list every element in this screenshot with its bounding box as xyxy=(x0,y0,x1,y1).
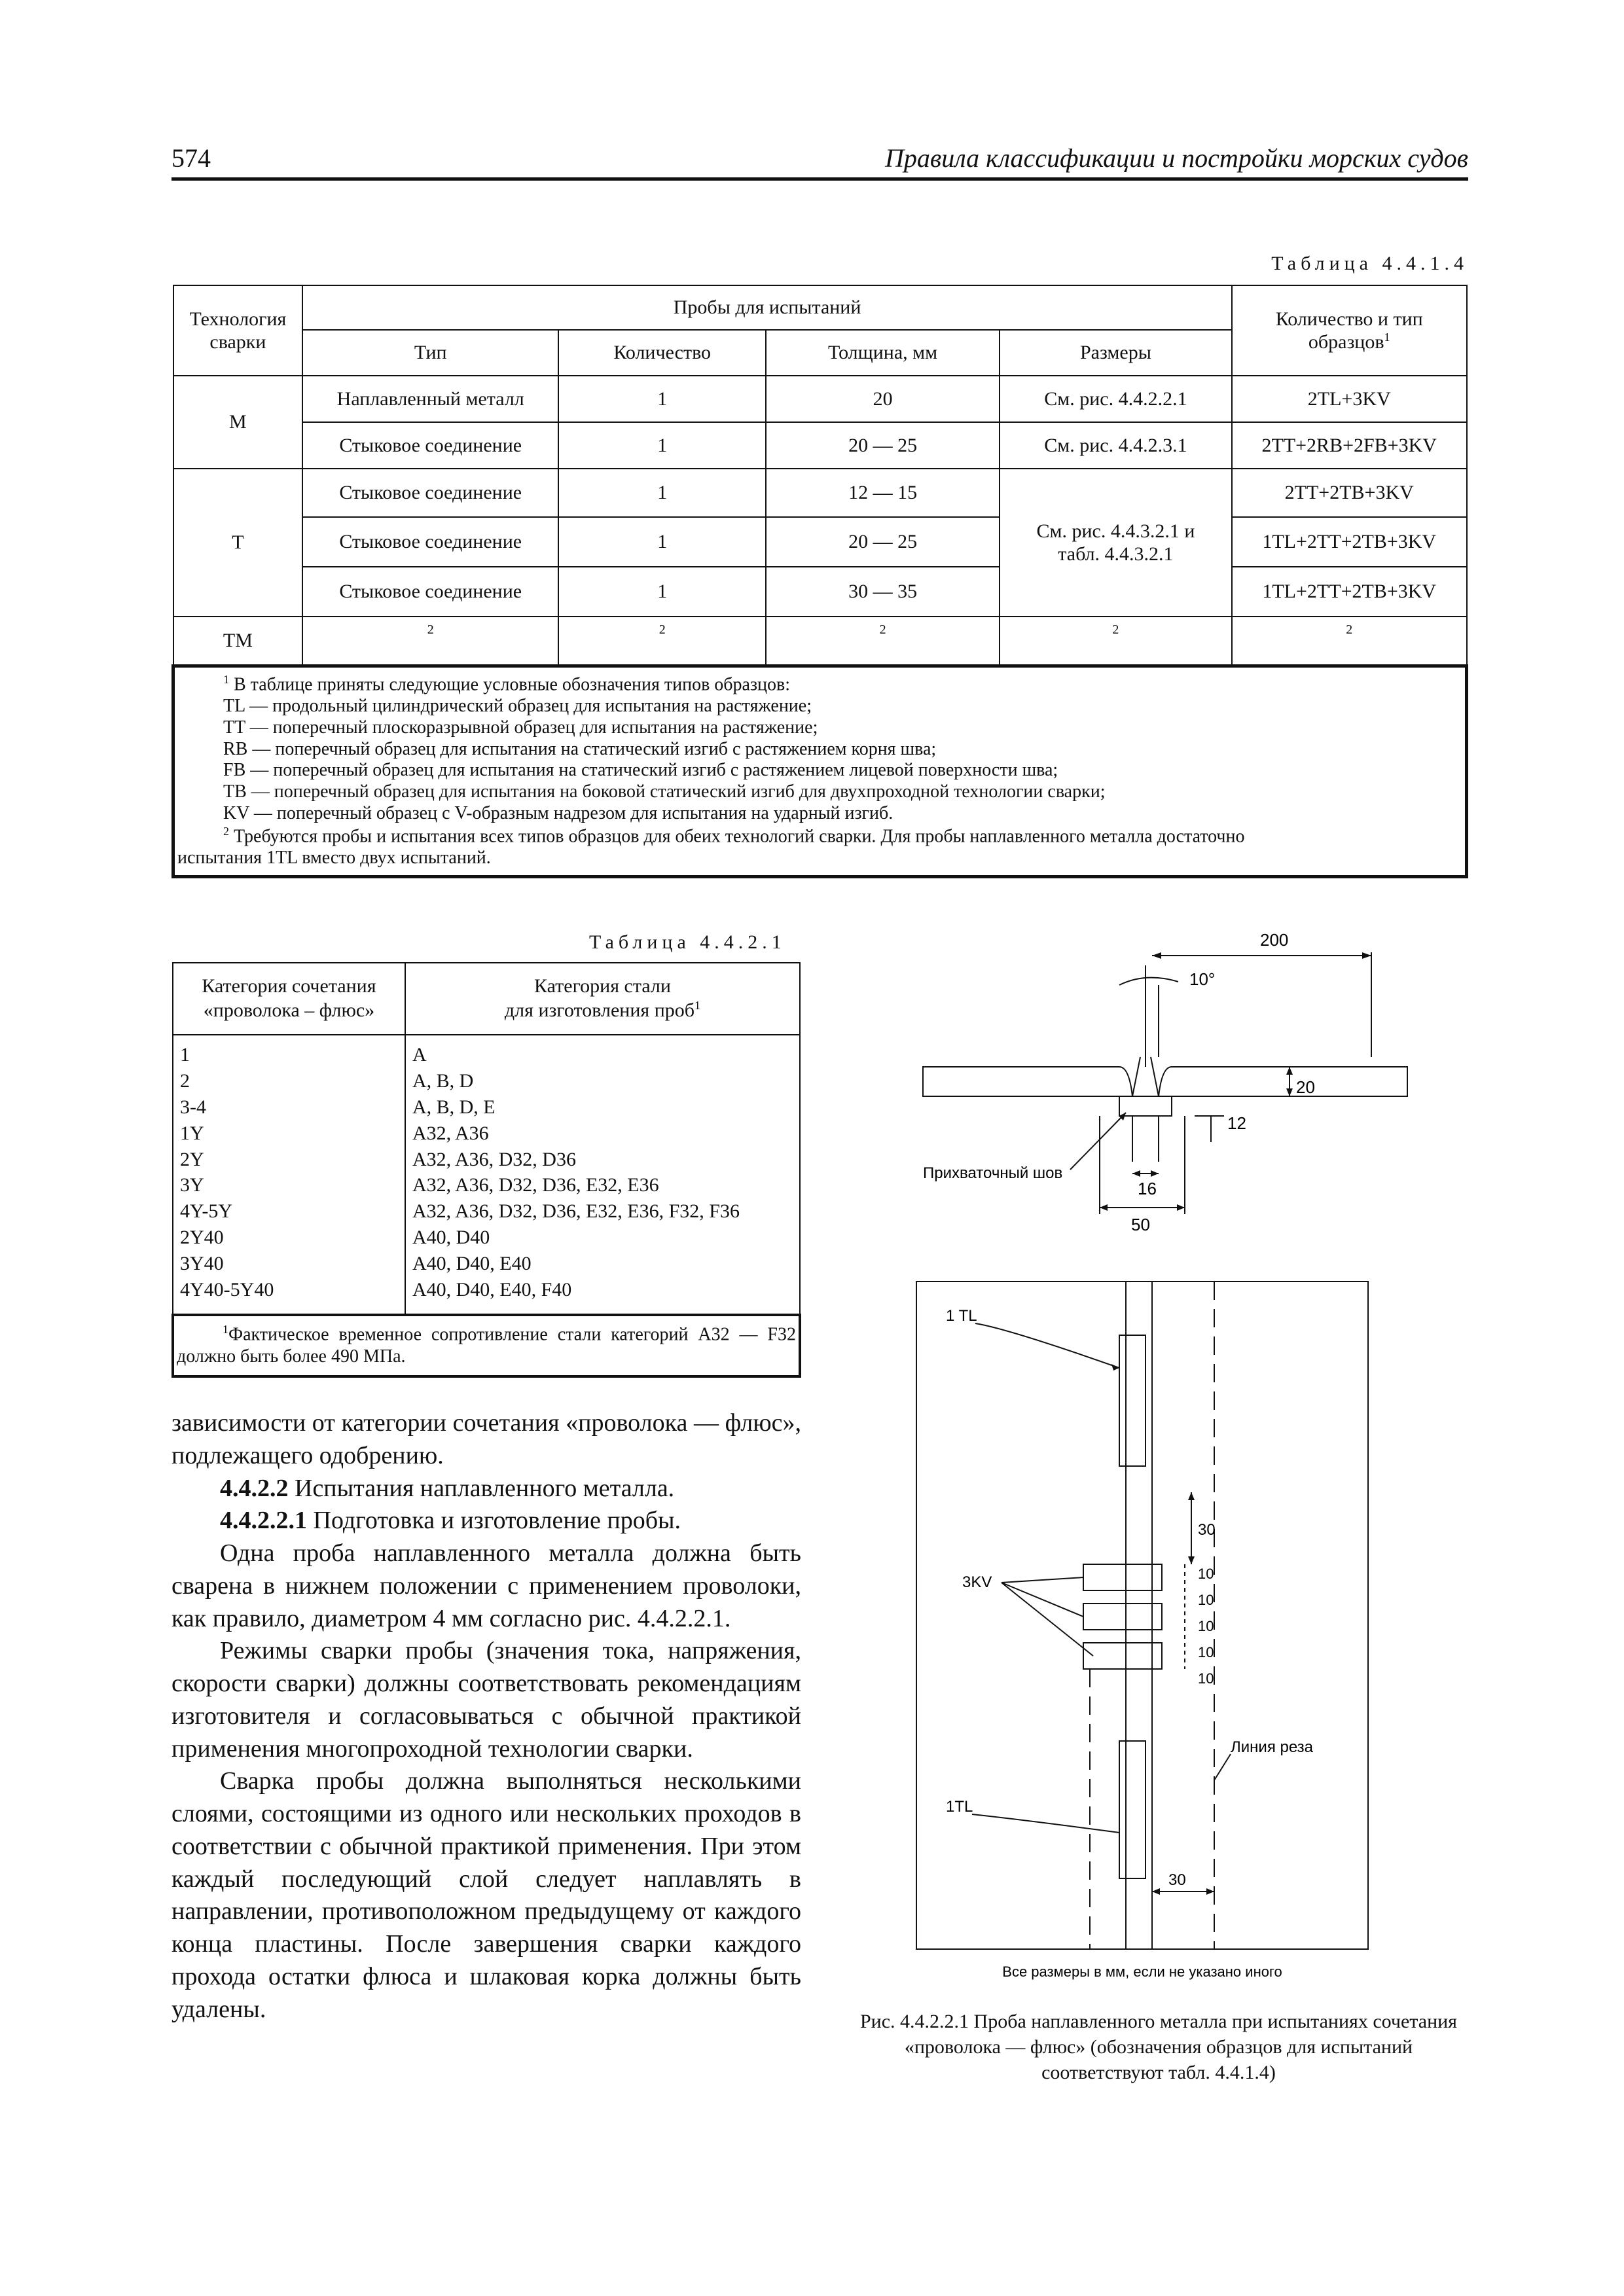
cell-type: 2 xyxy=(302,617,558,666)
cut-line-label: Линия реза xyxy=(1231,1738,1313,1756)
figure-note: Все размеры в мм, если не указано иного xyxy=(1002,1964,1282,1980)
page-number: 574 xyxy=(171,143,211,173)
sample-label-3kv: 3KV xyxy=(962,1573,992,1591)
table-label: Таблица 4.4.1.4 xyxy=(1271,253,1468,274)
paragraph: Сварка пробы должна выполняться несколькими слоями, состоящими из одного или нескольких проходов в соответствии с обычной практикой применения. При этом каждый последующий слой следует наплавлять в направлении, противоположном предыдущему от каждого конца пластины. После завершения сварки каждого прохода остатки флюса и шлаковая корка должны быть удалены. xyxy=(171,1767,801,2023)
tech-cell: TM xyxy=(173,617,303,666)
dim-label: 10 xyxy=(1198,1592,1214,1608)
dim-label: 30 xyxy=(1198,1521,1216,1539)
cell-samples: 2TL+3KV xyxy=(1232,376,1467,422)
cell-type: Стыковое соединение xyxy=(302,567,558,617)
table-4-4-2-1 xyxy=(171,962,801,1378)
cell-thickness: 20 — 25 xyxy=(766,422,1000,469)
cell-qty: 2 xyxy=(558,617,766,666)
cell-qty: 1 xyxy=(558,469,766,517)
cell-type: Наплавленный металл xyxy=(302,376,558,422)
running-title: Правила классификации и постройки морских судов xyxy=(884,143,1468,173)
tech-cell: M xyxy=(173,376,303,469)
header-steel-category: Категория стали для изготовления проб$^1$ xyxy=(405,963,800,1035)
dim-label: 10 xyxy=(1198,1566,1214,1582)
table-row xyxy=(173,422,1467,469)
tech-cell: T xyxy=(173,469,303,617)
cell-thickness: 2 xyxy=(766,617,1000,666)
cell-type: Стыковое соединение xyxy=(302,422,558,469)
table-row xyxy=(173,617,1467,666)
cell-dims: См. рис. 4.4.2.2.1 xyxy=(1000,376,1232,422)
tack-weld-label: Прихваточный шов xyxy=(923,1164,1063,1182)
subheader-qty: Количество xyxy=(558,330,766,376)
cell-qty: 1 xyxy=(558,517,766,567)
cell-samples: 2TT+2TB+3KV xyxy=(1232,469,1467,517)
cell-samples: 1TL+2TT+2TB+3KV xyxy=(1232,517,1467,567)
sample-label-1tl: 1TL xyxy=(946,1798,973,1816)
header-flux-category: Категория сочетания «проволока – флюс» xyxy=(173,963,405,1035)
cell-type: Стыковое соединение xyxy=(302,469,558,517)
cell-samples: 1TL+2TT+2TB+3KV xyxy=(1232,567,1467,617)
table-row xyxy=(173,567,1467,617)
paragraph: Одна проба наплавленного металла должна быть сварена в нижнем положении с применением проволоки, как правило, диаметром 4 мм согласно рис. 4.4.2.2.1. xyxy=(171,1539,801,1632)
section-heading: 4.4.2.2.1 Подготовка и изготовление пробы. xyxy=(220,1507,681,1535)
section-heading: 4.4.2.2 Испытания наплавленного металла. xyxy=(220,1474,675,1502)
angle-label: 10° xyxy=(1189,969,1216,989)
dim-label: 12 xyxy=(1227,1113,1246,1133)
body-text xyxy=(171,1407,801,2026)
dim-label: 10 xyxy=(1198,1618,1214,1634)
figure-plan-view xyxy=(903,1276,1420,1990)
table-notes: $^1$ В таблице приняты следующие условные обозначения типов образцов: TL — продольный цилиндрический образец для испытания на растяжение; TT — поперечный плоскоразрывной образец для испытания на растяжение; RB — поперечный образец для испытания на статический изгиб с растяжением корня шва; FB — поперечный образец для испытания на статический изгиб с растяжением лицевой поверхности шва; TB — поперечный образец для испытания на боковой статический изгиб для двухпроходной технологии сварки; KV — поперечный образец с V-образным надрезом для испытания на ударный изгиб. $^2$ Требуются пробы и испытания всех типов образцов для обеих технологий сварки. Для пробы наплавленного металла достаточно испытания 1TL вместо двух испытаний. xyxy=(173,666,1467,877)
cell-samples: 2TT+2RB+2FB+3KV xyxy=(1232,422,1467,469)
steel-list: A A, B, D A, B, D, E A32, A36 A32, A36, D32, D36 A32, A36, D32, D36, E32, E36 A32, A36, D32, D36, E32, E36, F32, F36 A40, D40 A40, D40, E40 A40, D40, E40, F40 xyxy=(405,1035,800,1315)
dim-label: 10 xyxy=(1198,1644,1214,1660)
sample-label-1tl: 1 TL xyxy=(946,1307,977,1325)
table-4-4-1-4 xyxy=(171,285,1468,878)
cell-thickness: 12 — 15 xyxy=(766,469,1000,517)
dim-label: 10 xyxy=(1198,1670,1214,1687)
cell-qty: 1 xyxy=(558,376,766,422)
cell-dims: См. рис. 4.4.3.2.1 и табл. 4.4.3.2.1 xyxy=(1000,469,1232,617)
header-rule xyxy=(171,177,1468,181)
cell-thickness: 20 — 25 xyxy=(766,517,1000,567)
cell-dims: См. рис. 4.4.2.3.1 xyxy=(1000,422,1232,469)
cell-type: Стыковое соединение xyxy=(302,517,558,567)
subheader-thickness: Толщина, мм xyxy=(766,330,1000,376)
table-row xyxy=(173,517,1467,567)
subheader-type: Тип xyxy=(302,330,558,376)
cell-qty: 1 xyxy=(558,422,766,469)
dim-label: 50 xyxy=(1131,1215,1150,1234)
cell-dims: 2 xyxy=(1000,617,1232,666)
dim-label: 16 xyxy=(1138,1179,1157,1198)
cell-qty: 1 xyxy=(558,567,766,617)
header-count-type: Количество и тип образцов$^1$ xyxy=(1232,285,1467,376)
cell-thickness: 30 — 35 xyxy=(766,567,1000,617)
figure-caption: Рис. 4.4.2.2.1 Проба наплавленного металла при испытаниях сочетания «проволока — флюс» (обозначения образцов для испытаний соответствуют табл. 4.4.1.4) xyxy=(860,2011,1457,2083)
table-row xyxy=(173,376,1467,422)
category-list: 1 2 3-4 1Y 2Y 3Y 4Y-5Y 2Y40 3Y40 4Y40-5Y40 xyxy=(173,1035,405,1315)
cell-thickness: 20 xyxy=(766,376,1000,422)
dim-label: 20 xyxy=(1296,1077,1315,1097)
dim-label: 30 xyxy=(1168,1871,1186,1889)
header-tests: Пробы для испытаний xyxy=(302,285,1232,330)
paragraph: зависимости от категории сочетания «проволока — флюс», подлежащего одобрению. xyxy=(171,1409,801,1469)
cell-samples: 2 xyxy=(1232,617,1467,666)
figure-cross-section xyxy=(903,926,1420,1240)
paragraph: Режимы сварки пробы (значения тока, напряжения, скорости сварки) должны соответствовать рекомендациям изготовителя и согласовываться с обычной практикой применения многопроходной технологии сварки. xyxy=(171,1637,801,1763)
table-label: Таблица 4.4.2.1 xyxy=(589,931,786,953)
table-row xyxy=(173,469,1467,517)
subheader-dims: Размеры xyxy=(1000,330,1232,376)
table-footnote: $^1$Фактическое временное сопротивление стали категорий A32 — F32 должно быть более 490 МПа. xyxy=(173,1315,800,1376)
dim-label: 200 xyxy=(1260,930,1289,950)
header-technology: Технология сварки xyxy=(173,285,303,376)
